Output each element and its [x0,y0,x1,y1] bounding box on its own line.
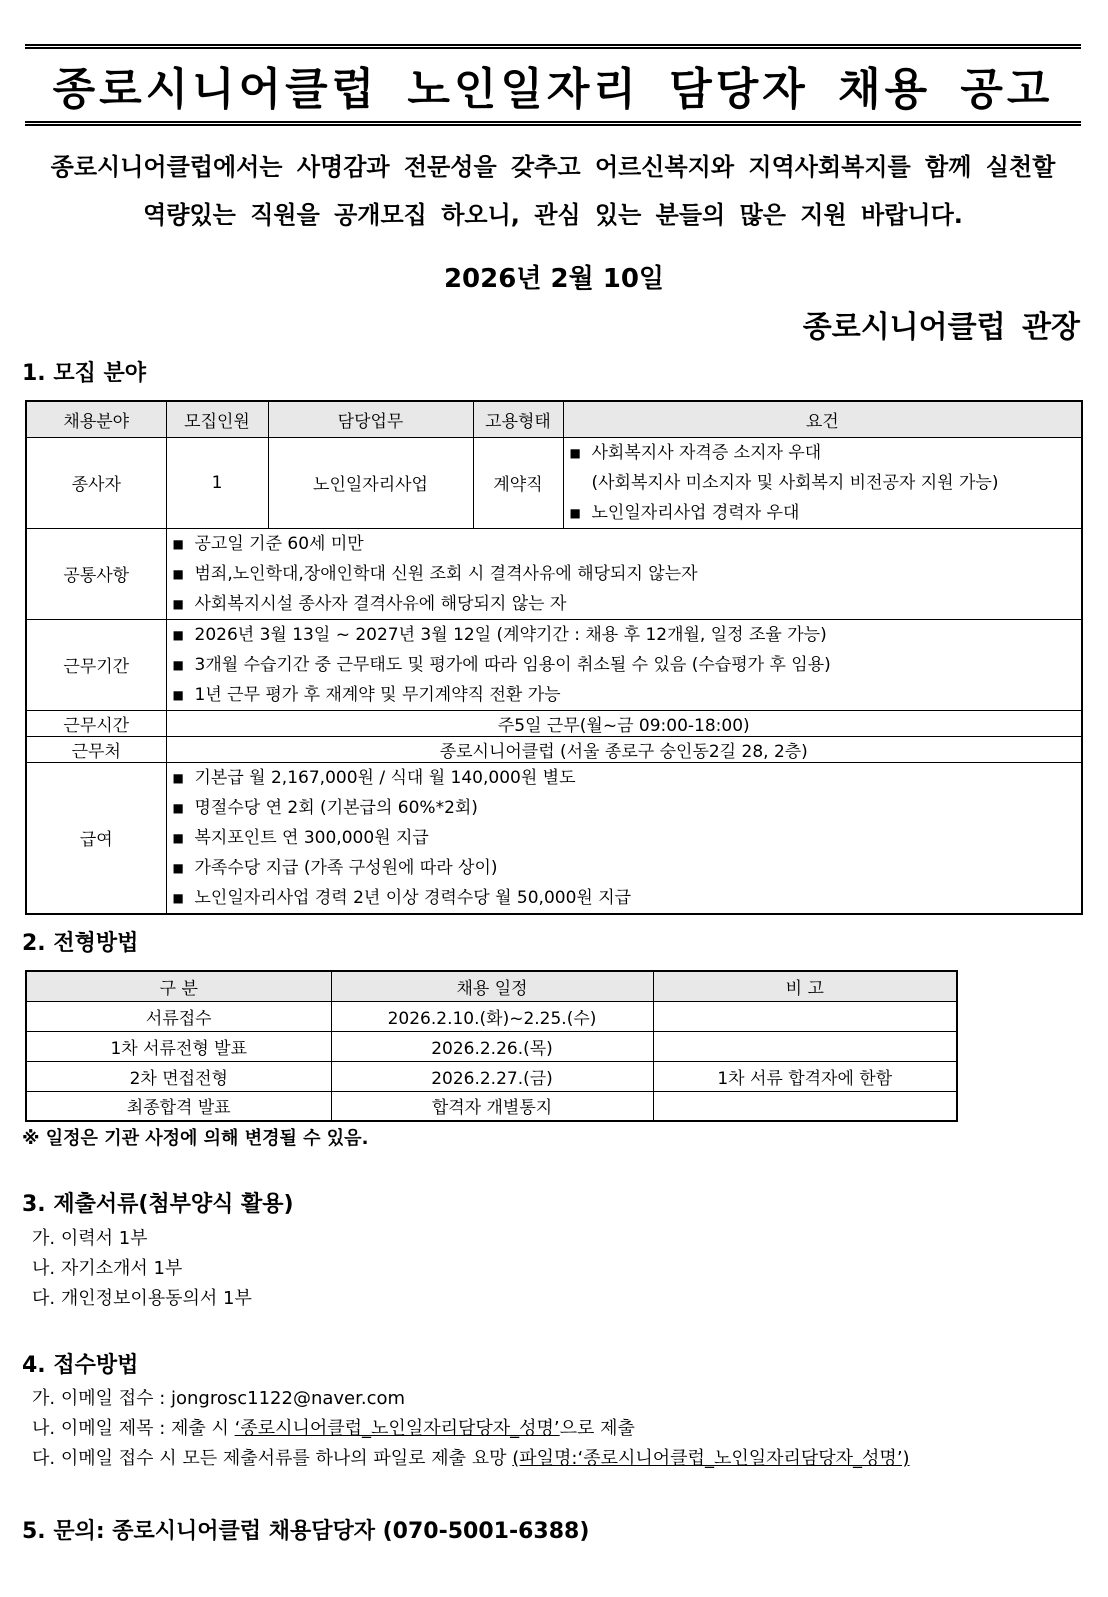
header-count: 모집인원 [166,401,268,437]
cell-field: 종사자 [26,437,166,528]
email-subject-format: ‘종로시니어클럽_노인일자리담당자_성명’ [234,1418,560,1439]
list-item: 나. 자기소개서 1부 [32,1258,183,1279]
cell-category: 2차 면접전형 [26,1061,331,1091]
intro-line-1: 종로시니어클럽에서는 사명감과 전문성을 갖추고 어르신복지와 지역사회복지를 함께 실천할 [50,153,1056,181]
cell-place: 종로시니어클럽 (서울 종로구 숭인동2길 28, 2층) [166,736,1082,762]
bullet-icon: ■ [569,445,581,460]
recruit-table [25,400,1083,915]
list-item: ■ 사회복지시설 종사자 결격사유에 해당되지 않는 자 [173,589,1076,619]
cell-period [166,619,1082,710]
table-header-row [26,971,957,1001]
list-item: ■ 2026년 3월 13일 ~ 2027년 3월 12일 (계약기간 : 채용 후 12개월, 일정 조율 가능) [173,620,1076,650]
cell-period-label: 근무기간 [26,619,166,710]
section4-heading: 4. 접수방법 [22,1353,139,1378]
list-item: ■ 사회복지사 자격증 소지자 우대 [570,438,1076,468]
table-row [26,437,1082,528]
cell-common-label: 공통사항 [26,528,166,619]
section2-heading: 2. 전형방법 [22,931,139,956]
list-item: ■ 3개월 수습기간 중 근무태도 및 평가에 따라 임용이 취소될 수 있음 (수습평가 후 임용) [173,650,1076,680]
cell-schedule: 2026.2.27.(금) [331,1061,653,1091]
list-item: ■ 노인일자리사업 경력자 우대 [570,498,1076,528]
cell-schedule: 2026.2.10.(화)~2.25.(수) [331,1001,653,1031]
cell-type: 계약직 [473,437,563,528]
cell-place-label: 근무처 [26,736,166,762]
cell-pay [166,762,1082,914]
table-row [26,762,1082,914]
cell-common [166,528,1082,619]
table-row [26,1001,957,1031]
file-name-format: (파일명:‘종로시니어클럽_노인일자리담당자_성명’) [512,1448,910,1469]
list-item: 가. 이메일 접수 : jongrosc1122@naver.com [32,1388,406,1409]
section3-heading: 3. 제출서류(첨부양식 활용) [22,1192,294,1217]
cell-schedule: 2026.2.26.(목) [331,1031,653,1061]
cell-note [653,1091,957,1121]
section5-heading: 5. 문의: 종로시니어클럽 채용담당자 (070-5001-6388) [22,1519,590,1544]
list-item: 가. 이력서 1부 [32,1228,148,1249]
intro-text [25,143,1081,239]
list-item: 다. 이메일 접수 시 모든 제출서류를 하나의 파일로 제출 요망 (파일명:‘종로시니어클럽_노인일자리담당자_성명’) [32,1448,910,1469]
list-item: ■ 기본급 월 2,167,000원 / 식대 월 140,000원 별도 [173,763,1076,793]
header-note: 비 고 [653,971,957,1001]
table-row [26,736,1082,762]
cell-duty: 노인일자리사업 [268,437,473,528]
signer: 종로시니어클럽 관장 [802,310,1080,345]
table-row [26,528,1082,619]
bullet-icon: ■ [172,890,184,905]
list-item: ■ 복지포인트 연 300,000원 지급 [173,823,1076,853]
header-duty: 담당업무 [268,401,473,437]
schedule-note: ※ 일정은 기관 사정에 의해 변경될 수 있음. [22,1128,369,1149]
bullet-icon: ■ [172,596,184,611]
cell-note: 1차 서류 합격자에 한함 [653,1061,957,1091]
header-category: 구 분 [26,971,331,1001]
table-row [26,1031,957,1061]
cell-hours-label: 근무시간 [26,710,166,736]
bullet-icon: ■ [172,627,184,642]
cell-category: 1차 서류전형 발표 [26,1031,331,1061]
intro-line-2: 역량있는 직원을 공개모집 하오니, 관심 있는 분들의 많은 지원 바랍니다. [143,201,963,229]
header-requirements: 요건 [563,401,1082,437]
bullet-icon: ■ [172,770,184,785]
list-item: ■ 1년 근무 평가 후 재계약 및 무기계약직 전환 가능 [173,680,1076,710]
posting-date: 2026년 2월 10일 [443,264,665,294]
cell-count: 1 [166,437,268,528]
cell-hours: 주5일 근무(월~금 09:00-18:00) [166,710,1082,736]
list-item: ■ 명절수당 연 2회 (기본급의 60%*2회) [173,793,1076,823]
bullet-icon: ■ [172,657,184,672]
bullet-icon: ■ [172,800,184,815]
cell-category: 서류접수 [26,1001,331,1031]
table-row [26,619,1082,710]
list-item: 다. 개인정보이용동의서 1부 [32,1288,252,1309]
list-item: ■ 노인일자리사업 경력 2년 이상 경력수당 월 50,000원 지급 [173,883,1076,913]
page-title: 종로시니어클럽 노인일자리 담당자 채용 공고 [52,64,1054,115]
cell-note [653,1001,957,1031]
header-type: 고용형태 [473,401,563,437]
section1-heading: 1. 모집 분야 [22,361,146,386]
cell-requirements [563,437,1082,528]
table-header-row [26,401,1082,437]
bullet-icon: ■ [569,505,581,520]
bullet-icon: ■ [172,566,184,581]
table-row [26,1061,957,1091]
header-schedule: 채용 일정 [331,971,653,1001]
schedule-table [25,970,958,1122]
cell-note [653,1031,957,1061]
bullet-icon: ■ [172,687,184,702]
title-box [25,44,1081,126]
table-row [26,710,1082,736]
list-item: ■ 가족수당 지급 (가족 구성원에 따라 상이) [173,853,1076,883]
cell-pay-label: 급여 [26,762,166,914]
table-row [26,1091,957,1121]
list-item: (사회복지사 미소지자 및 사회복지 비전공자 지원 가능) [591,472,999,493]
bullet-icon: ■ [172,536,184,551]
bullet-icon: ■ [172,860,184,875]
list-item: ■ 공고일 기준 60세 미만 [173,529,1076,559]
list-item: 나. 이메일 제목 : 제출 시 ‘종로시니어클럽_노인일자리담당자_성명’으로 제출 [32,1418,635,1439]
cell-category: 최종합격 발표 [26,1091,331,1121]
list-item: ■ 범죄,노인학대,장애인학대 신원 조회 시 결격사유에 해당되지 않는자 [173,559,1076,589]
bullet-icon: ■ [172,830,184,845]
cell-schedule: 합격자 개별통지 [331,1091,653,1121]
header-field: 채용분야 [26,401,166,437]
